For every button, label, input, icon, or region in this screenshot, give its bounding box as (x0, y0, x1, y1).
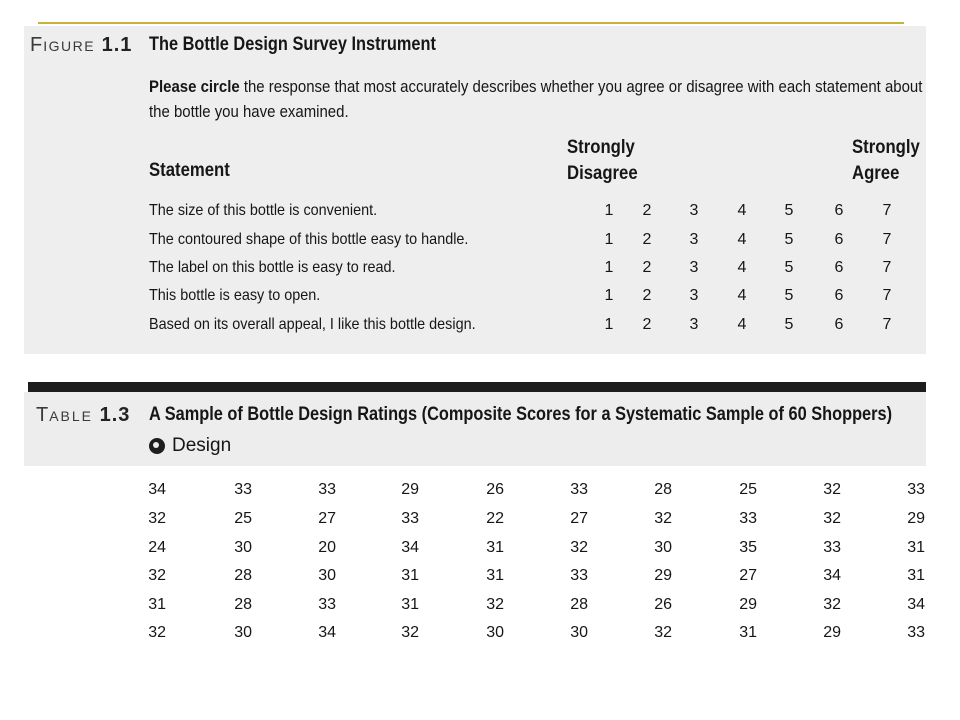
table-cell: 32 (148, 510, 166, 527)
table-label-rest: ABLE (49, 408, 94, 424)
response-option-1[interactable]: 1 (604, 316, 614, 333)
statement-row (149, 287, 909, 315)
response-option-4[interactable]: 4 (737, 231, 747, 248)
table-cell: 27 (570, 510, 588, 527)
table-cell: 22 (486, 510, 504, 527)
response-option-5[interactable]: 5 (784, 231, 794, 248)
table-cell: 33 (401, 510, 419, 527)
table-cell: 29 (739, 596, 757, 613)
table-cell: 31 (401, 596, 419, 613)
response-option-7[interactable]: 7 (882, 259, 892, 276)
figure-label-rest: IGURE (43, 38, 96, 54)
table-label (36, 404, 130, 427)
response-option-4[interactable]: 4 (737, 202, 747, 219)
table-title: A Sample of Bottle Design Ratings (Composite Scores for a Systematic Sample of 60 Shoppers) (149, 404, 893, 425)
response-option-2[interactable]: 2 (642, 287, 652, 304)
response-option-3[interactable]: 3 (689, 231, 699, 248)
table-cell: 30 (654, 539, 672, 556)
table-cell: 33 (907, 481, 925, 498)
figure-label-initial: F (30, 34, 44, 56)
table-cell: 34 (318, 624, 336, 641)
statement-row (149, 259, 909, 287)
table-cell: 28 (234, 567, 252, 584)
statement-text: The size of this bottle is convenient. (149, 202, 378, 219)
table-cell: 32 (823, 510, 841, 527)
statement-row (149, 202, 909, 230)
table-cell: 33 (739, 510, 757, 527)
table-cell: 25 (234, 510, 252, 527)
response-option-4[interactable]: 4 (737, 287, 747, 304)
table-cell: 28 (654, 481, 672, 498)
table-cell: 32 (486, 596, 504, 613)
table-cell: 31 (486, 539, 504, 556)
table-cell: 31 (739, 624, 757, 641)
table-cell: 32 (654, 624, 672, 641)
table-label-initial: T (36, 404, 50, 426)
survey-instructions (149, 74, 923, 124)
table-row (0, 539, 960, 565)
figure-label (30, 34, 132, 57)
table-cell: 20 (318, 539, 336, 556)
instruction-emphasis: Please circle (149, 77, 240, 96)
response-option-7[interactable]: 7 (882, 316, 892, 333)
statement-text: The contoured shape of this bottle easy to handle. (149, 231, 469, 248)
statement-row (149, 231, 909, 259)
response-option-7[interactable]: 7 (882, 202, 892, 219)
response-option-4[interactable]: 4 (737, 316, 747, 333)
table-cell: 34 (823, 567, 841, 584)
table-cell: 33 (318, 481, 336, 498)
table-cell: 27 (739, 567, 757, 584)
response-option-5[interactable]: 5 (784, 287, 794, 304)
table-cell: 28 (570, 596, 588, 613)
response-option-6[interactable]: 6 (834, 287, 844, 304)
table-cell: 32 (823, 596, 841, 613)
table-cell: 30 (234, 539, 252, 556)
response-option-6[interactable]: 6 (834, 231, 844, 248)
table-cell: 26 (486, 481, 504, 498)
response-option-3[interactable]: 3 (689, 287, 699, 304)
response-option-7[interactable]: 7 (882, 231, 892, 248)
section-divider (28, 382, 926, 392)
response-option-6[interactable]: 6 (834, 259, 844, 276)
table-cell: 25 (739, 481, 757, 498)
instruction-text: the response that most accurately describes whether you agree or disagree with each statement about the bottle you have examined. (149, 77, 923, 121)
table-cell: 35 (739, 539, 757, 556)
response-option-1[interactable]: 1 (604, 287, 614, 304)
response-option-5[interactable]: 5 (784, 259, 794, 276)
table-cell: 28 (234, 596, 252, 613)
table-row (0, 596, 960, 622)
table-cell: 29 (823, 624, 841, 641)
scale-low-header (567, 135, 638, 187)
table-cell: 27 (318, 510, 336, 527)
scale-high-header (852, 135, 920, 187)
scale-low-line2: Disagree (567, 163, 638, 184)
response-option-2[interactable]: 2 (642, 259, 652, 276)
table-cell: 33 (234, 481, 252, 498)
dataset-name: Design (172, 435, 232, 456)
response-option-6[interactable]: 6 (834, 202, 844, 219)
table-cell: 31 (486, 567, 504, 584)
table-cell: 32 (654, 510, 672, 527)
table-number: 1.3 (99, 404, 131, 426)
table-cell: 33 (570, 567, 588, 584)
table-row (0, 510, 960, 536)
response-option-5[interactable]: 5 (784, 316, 794, 333)
table-cell: 32 (401, 624, 419, 641)
table-cell: 34 (907, 596, 925, 613)
response-option-4[interactable]: 4 (737, 259, 747, 276)
table-cell: 30 (570, 624, 588, 641)
table-row (0, 624, 960, 650)
table-cell: 32 (148, 624, 166, 641)
response-option-5[interactable]: 5 (784, 202, 794, 219)
table-cell: 32 (570, 539, 588, 556)
response-option-3[interactable]: 3 (689, 202, 699, 219)
table-cell: 30 (318, 567, 336, 584)
table-cell: 32 (148, 567, 166, 584)
table-cell: 29 (907, 510, 925, 527)
table-cell: 33 (318, 596, 336, 613)
table-cell: 33 (907, 624, 925, 641)
figure-title: The Bottle Design Survey Instrument (149, 34, 436, 55)
table-cell: 34 (401, 539, 419, 556)
top-accent-rule (38, 22, 904, 24)
response-option-2[interactable]: 2 (642, 202, 652, 219)
data-file-icon (149, 438, 165, 454)
table-cell: 34 (148, 481, 166, 498)
table-cell: 31 (907, 567, 925, 584)
statement-text: Based on its overall appeal, I like this bottle design. (149, 316, 476, 333)
response-option-3[interactable]: 3 (689, 316, 699, 333)
table-cell: 33 (823, 539, 841, 556)
response-option-1[interactable]: 1 (604, 231, 614, 248)
table-cell: 29 (401, 481, 419, 498)
statement-text: The label on this bottle is easy to read. (149, 259, 396, 276)
response-option-1[interactable]: 1 (604, 202, 614, 219)
table-cell: 24 (148, 539, 166, 556)
response-option-1[interactable]: 1 (604, 259, 614, 276)
scale-low-line1: Strongly (567, 137, 635, 158)
table-row (0, 481, 960, 507)
scale-high-line1: Strongly (852, 137, 920, 158)
table-cell: 31 (907, 539, 925, 556)
statement-column-header: Statement (149, 160, 230, 181)
response-option-3[interactable]: 3 (689, 259, 699, 276)
table-cell: 31 (401, 567, 419, 584)
table-cell: 26 (654, 596, 672, 613)
response-option-2[interactable]: 2 (642, 231, 652, 248)
response-option-6[interactable]: 6 (834, 316, 844, 333)
statement-text: This bottle is easy to open. (149, 287, 321, 304)
table-row (0, 567, 960, 593)
table-cell: 30 (486, 624, 504, 641)
table-cell: 30 (234, 624, 252, 641)
scale-high-line2: Agree (852, 163, 900, 184)
response-option-2[interactable]: 2 (642, 316, 652, 333)
table-cell: 32 (823, 481, 841, 498)
table-cell: 29 (654, 567, 672, 584)
figure-number: 1.1 (101, 34, 133, 56)
table-cell: 33 (570, 481, 588, 498)
table-cell: 31 (148, 596, 166, 613)
statement-row (149, 316, 909, 344)
response-option-7[interactable]: 7 (882, 287, 892, 304)
